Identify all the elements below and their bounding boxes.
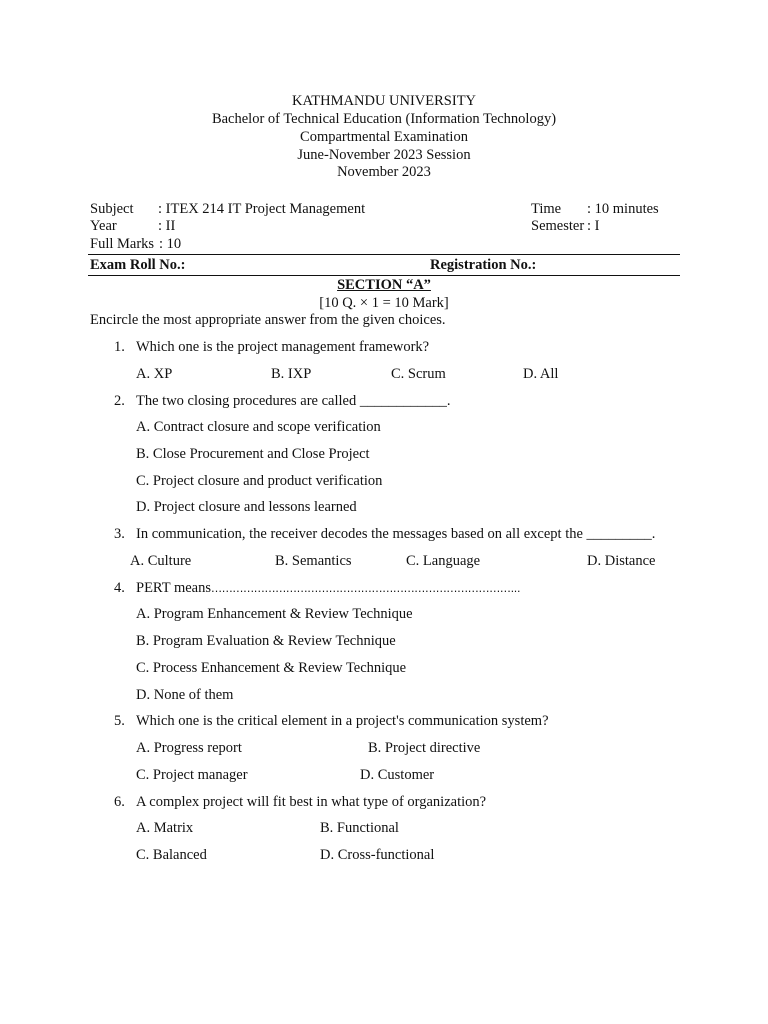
question-text: The two closing procedures are called ____________. xyxy=(136,393,451,409)
option: D. All xyxy=(523,366,559,382)
question-number: 6. xyxy=(114,794,125,810)
option: C. Scrum xyxy=(391,366,446,382)
registration-label: Registration No.: xyxy=(430,257,537,273)
exam-roll-label: Exam Roll No.: xyxy=(90,257,186,273)
exam-type: Compartmental Examination xyxy=(300,129,468,145)
program-name: Bachelor of Technical Education (Information Technology) xyxy=(211,111,557,127)
question-text: Which one is the critical element in a project's communication system? xyxy=(136,713,549,729)
question-text: Which one is the project management framework? xyxy=(136,339,430,355)
year-label: Year xyxy=(90,218,117,234)
option: D. Cross-functional xyxy=(320,847,435,863)
option: C. Project manager xyxy=(136,767,248,783)
option: D. None of them xyxy=(136,687,234,703)
full-marks-value: : 10 xyxy=(159,236,182,252)
question-number: 4. xyxy=(114,580,125,596)
subject-value: : ITEX 214 IT Project Management xyxy=(158,201,366,217)
question-number: 5. xyxy=(114,713,125,729)
bottom-rule xyxy=(88,275,680,276)
section-title: SECTION “A” xyxy=(337,277,431,293)
option: D. Project closure and lessons learned xyxy=(136,499,357,515)
answer-dots: …………………………………………………………………………... xyxy=(211,582,521,595)
instruction-text: Encircle the most appropriate answer from the given choices. xyxy=(90,312,446,328)
question-text: In communication, the receiver decodes the messages based on all except the _________. xyxy=(136,526,656,542)
time-label: Time xyxy=(531,201,562,217)
option: A. Program Enhancement & Review Technique xyxy=(136,606,413,622)
question-number: 3. xyxy=(114,526,125,542)
option: A. Culture xyxy=(130,553,192,569)
option: A. Contract closure and scope verification xyxy=(136,419,381,435)
option: B. Program Evaluation & Review Technique xyxy=(136,633,396,649)
section-marks: [10 Q. × 1 = 10 Mark] xyxy=(319,295,449,311)
question-number: 2. xyxy=(114,393,125,409)
option: C. Balanced xyxy=(136,847,207,863)
option: D. Customer xyxy=(360,767,435,783)
question-text-main: PERT means xyxy=(136,580,211,596)
full-marks-label: Full Marks xyxy=(90,236,155,252)
time-value: : 10 minutes xyxy=(587,201,659,217)
option: B. Functional xyxy=(320,820,399,836)
question-text: A complex project will fit best in what type of organization? xyxy=(136,794,487,810)
option: C. Project closure and product verification xyxy=(136,473,383,489)
semester-value: : I xyxy=(587,218,600,234)
semester-label: Semester xyxy=(531,218,585,234)
option: A. Progress report xyxy=(136,740,242,756)
option: C. Process Enhancement & Review Technique xyxy=(136,660,407,676)
year-value: : II xyxy=(158,218,176,234)
option: D. Distance xyxy=(587,553,656,569)
university-name: KATHMANDU UNIVERSITY xyxy=(291,93,477,109)
option: C. Language xyxy=(406,553,481,569)
top-rule xyxy=(88,254,680,255)
subject-label: Subject xyxy=(90,201,134,217)
exam-session: June-November 2023 Session xyxy=(297,147,471,163)
option: A. Matrix xyxy=(136,820,194,836)
option: B. Semantics xyxy=(275,553,352,569)
question-text xyxy=(136,580,520,597)
option: B. IXP xyxy=(271,366,312,382)
exam-date: November 2023 xyxy=(337,164,431,180)
option: B. Project directive xyxy=(368,740,481,756)
question-number: 1. xyxy=(114,339,125,355)
option: A. XP xyxy=(136,366,173,382)
option: B. Close Procurement and Close Project xyxy=(136,446,370,462)
